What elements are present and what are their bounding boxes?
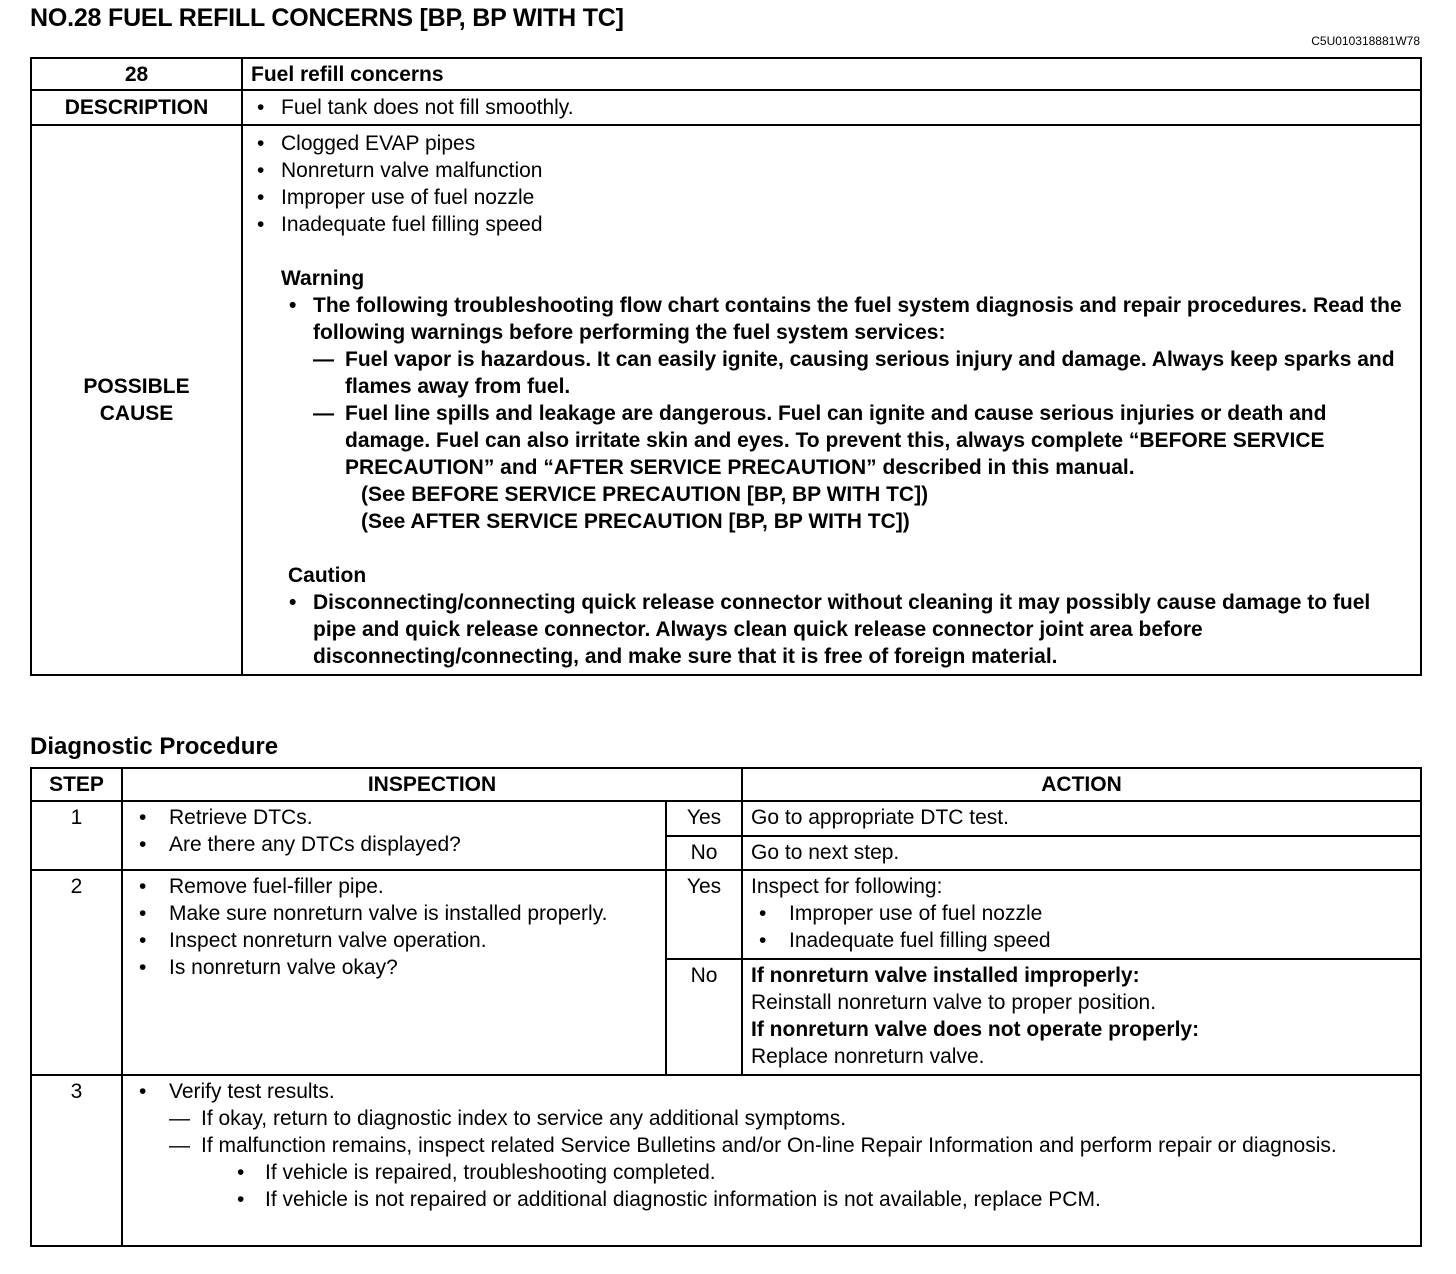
- inspection-column-header: INSPECTION: [122, 768, 742, 801]
- caution-heading: Caution: [288, 564, 367, 587]
- warning-item: — Fuel vapor is hazardous. It can easily ignite, causing serious injury and damage. Always keep sparks and flames away from fuel.: [313, 346, 1414, 400]
- no-action-remedy: Reinstall nonreturn valve to proper position.: [751, 991, 1157, 1014]
- description-row: [31, 90, 1421, 125]
- warning-heading: Warning: [281, 267, 365, 290]
- possible-cause-label: [31, 125, 242, 675]
- inspection-item: • Is nonreturn valve okay?: [123, 954, 665, 981]
- table-row: [31, 801, 1421, 836]
- table-row: [31, 870, 1421, 959]
- inspection-item: • Remove fuel-filler pipe.: [123, 873, 665, 900]
- diagnostic-procedure-heading: Diagnostic Procedure: [30, 733, 279, 760]
- result-option-text: If malfunction remains, inspect related Service Bulletins and/or On-line Repair Information and perform repair or diagnosis.: [201, 1134, 1337, 1157]
- yes-action-intro: Inspect for following:: [751, 875, 943, 898]
- document-code: C5U010318881W78: [1311, 34, 1420, 48]
- result-sub-item: • If vehicle is not repaired or additional diagnostic information is not available, replace PCM.: [233, 1186, 1420, 1213]
- inspection-item: • Make sure nonreturn valve is installed properly.: [123, 900, 665, 927]
- description-cell: [242, 90, 1421, 125]
- yes-label: Yes: [666, 870, 742, 959]
- caution-text: • Disconnecting/connecting quick release connector without cleaning it may possibly cause damage to fuel pipe and quick release connector. Always clean quick release connector joint area before disconnecting/connecting, and make sure that it is free of foreign material.: [243, 589, 1420, 670]
- description-label: DESCRIPTION: [31, 90, 242, 125]
- no-action: Go to next step.: [742, 836, 1421, 870]
- no-label: No: [666, 836, 742, 870]
- yes-action: Go to appropriate DTC test.: [742, 801, 1421, 836]
- action-column-header: ACTION: [742, 768, 1421, 801]
- possible-cause-label-line1: POSSIBLE: [83, 375, 190, 398]
- step-number: 1: [31, 801, 122, 870]
- cause-item: • Clogged EVAP pipes: [243, 130, 1420, 157]
- cause-item: • Inadequate fuel filling speed: [243, 211, 1420, 238]
- step-inspection: [122, 870, 666, 1075]
- caution-list: [243, 589, 1420, 670]
- possible-cause-row: [31, 125, 1421, 675]
- step-inspection: [122, 801, 666, 870]
- no-action: [742, 959, 1421, 1075]
- procedure-header-row: [31, 768, 1421, 801]
- result-sub-item: • If vehicle is repaired, troubleshooting completed.: [233, 1159, 1420, 1186]
- step-number: 2: [31, 870, 122, 1075]
- no-action-condition: If nonreturn valve does not operate properly:: [751, 1018, 1200, 1041]
- concern-table: [30, 57, 1422, 676]
- yes-action-item: • Inadequate fuel filling speed: [751, 927, 1412, 954]
- warning-list: [243, 292, 1420, 535]
- page-title: NO.28 FUEL REFILL CONCERNS [BP, BP WITH TC]: [30, 4, 624, 32]
- yes-action-item: • Improper use of fuel nozzle: [751, 900, 1412, 927]
- description-text: • Fuel tank does not fill smoothly.: [243, 94, 1420, 121]
- see-after-service-link[interactable]: (See AFTER SERVICE PRECAUTION [BP, BP WITH TC]): [361, 510, 910, 533]
- inspection-item: • Are there any DTCs displayed?: [123, 831, 665, 858]
- inspection-item: • Verify test results.: [123, 1078, 1420, 1105]
- cause-list: [243, 130, 1420, 238]
- step-column-header: STEP: [31, 768, 122, 801]
- result-option: — If okay, return to diagnostic index to service any additional symptoms.: [169, 1105, 1420, 1132]
- no-action-condition: If nonreturn valve installed improperly:: [751, 964, 1140, 987]
- possible-cause-cell: [242, 125, 1421, 675]
- warning-item: — Fuel line spills and leakage are dangerous. Fuel can ignite and cause serious injuries or death and damage. Fuel can also irritate skin and eyes. To prevent this, always complete “BEFORE SERVICE PRECAUTION” and “AFTER SERVICE PRECAUTION” described in this manual.: [313, 400, 1414, 481]
- concern-number: 28: [31, 58, 242, 90]
- yes-label: Yes: [666, 801, 742, 836]
- step-number: 3: [31, 1075, 122, 1246]
- step-inspection: [122, 1075, 1421, 1246]
- inspection-item: • Inspect nonreturn valve operation.: [123, 927, 665, 954]
- concern-number-row: [31, 58, 1421, 90]
- concern-title: Fuel refill concerns: [242, 58, 1421, 90]
- possible-cause-label-line2: CAUSE: [99, 402, 174, 425]
- result-option: [169, 1132, 1420, 1213]
- no-action-remedy: Replace nonreturn valve.: [751, 1045, 985, 1068]
- cause-item: • Nonreturn valve malfunction: [243, 157, 1420, 184]
- table-row: [31, 1075, 1421, 1246]
- see-before-service-link[interactable]: (See BEFORE SERVICE PRECAUTION [BP, BP WITH TC]): [361, 483, 929, 506]
- no-label: No: [666, 959, 742, 1075]
- warning-intro-text: The following troubleshooting flow chart contains the fuel system diagnosis and repair procedures. Read the following warnings before performing the fuel system services:: [313, 294, 1402, 344]
- warning-intro: [243, 292, 1420, 535]
- yes-action: [742, 870, 1421, 959]
- inspection-item: • Retrieve DTCs.: [123, 804, 665, 831]
- cause-item: • Improper use of fuel nozzle: [243, 184, 1420, 211]
- diagnostic-procedure-table: [30, 767, 1422, 1247]
